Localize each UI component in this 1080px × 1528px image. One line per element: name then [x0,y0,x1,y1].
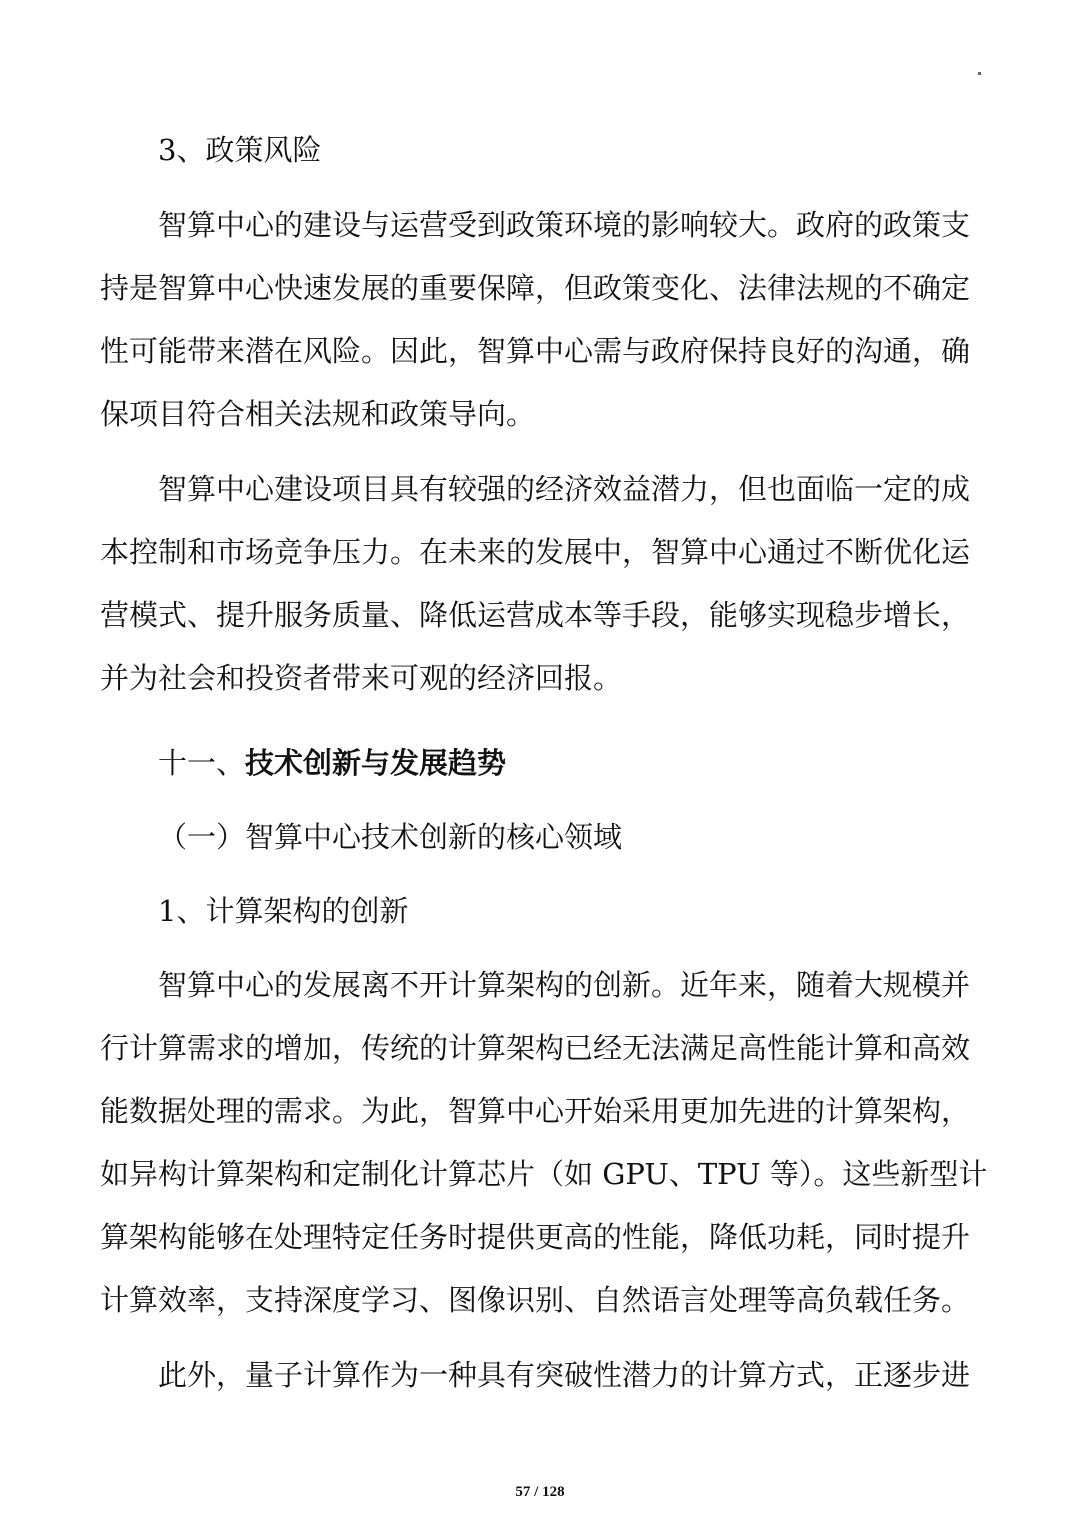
paragraph-line: 算架构能够在处理特定任务时提供更高的性能，降低功耗，同时提升 [100,1220,971,1254]
paragraph-line: 并为社会和投资者带来可观的经济回报。 [100,661,623,695]
paragraph-line: 本控制和市场竞争压力。在未来的发展中，智算中心通过不断优化运 [100,535,971,569]
chapter-heading-title: 技术创新与发展趋势 [245,746,507,780]
paragraph-line: 行计算需求的增加，传统的计算架构已经无法满足高性能计算和高效 [100,1031,971,1065]
section-heading-policy-risk: 3、政策风险 [158,133,322,167]
paragraph-line: 营模式、提升服务质量、降低运营成本等手段，能够实现稳步增长， [100,598,971,632]
paragraph-line: 计算效率，支持深度学习、图像识别、自然语言处理等高负载任务。 [100,1283,971,1317]
subsection-heading: （一）智算中心技术创新的核心领域 [158,820,623,854]
paragraph-line: 性可能带来潜在风险。因此，智算中心需与政府保持良好的沟通，确 [100,334,971,368]
chapter-heading-number: 十一、 [158,746,246,780]
paragraph-line: 如异构计算架构和定制化计算芯片（如 GPU、TPU 等）。这些新型计 [100,1157,988,1191]
paragraph-line: 此外，量子计算作为一种具有突破性潜力的计算方式，正逐步进 [158,1358,971,1392]
paragraph-line: 持是智算中心快速发展的重要保障，但政策变化、法律法规的不确定 [100,271,971,305]
page-number: 57 / 128 [515,1484,565,1500]
paragraph-line: 保项目符合相关法规和政策导向。 [100,397,536,431]
paragraph-line: 智算中心的建设与运营受到政策环境的影响较大。政府的政策支 [158,208,971,242]
item-heading: 1、计算架构的创新 [158,894,409,928]
chapter-heading [158,743,978,783]
paragraph-line: 智算中心建设项目具有较强的经济效益潜力，但也面临一定的成 [158,472,971,506]
paragraph-line: 能数据处理的需求。为此，智算中心开始采用更加先进的计算架构， [100,1094,971,1128]
corner-dot-mark [978,72,981,75]
paragraph-line: 智算中心的发展离不开计算架构的创新。近年来，随着大规模并 [158,968,971,1002]
